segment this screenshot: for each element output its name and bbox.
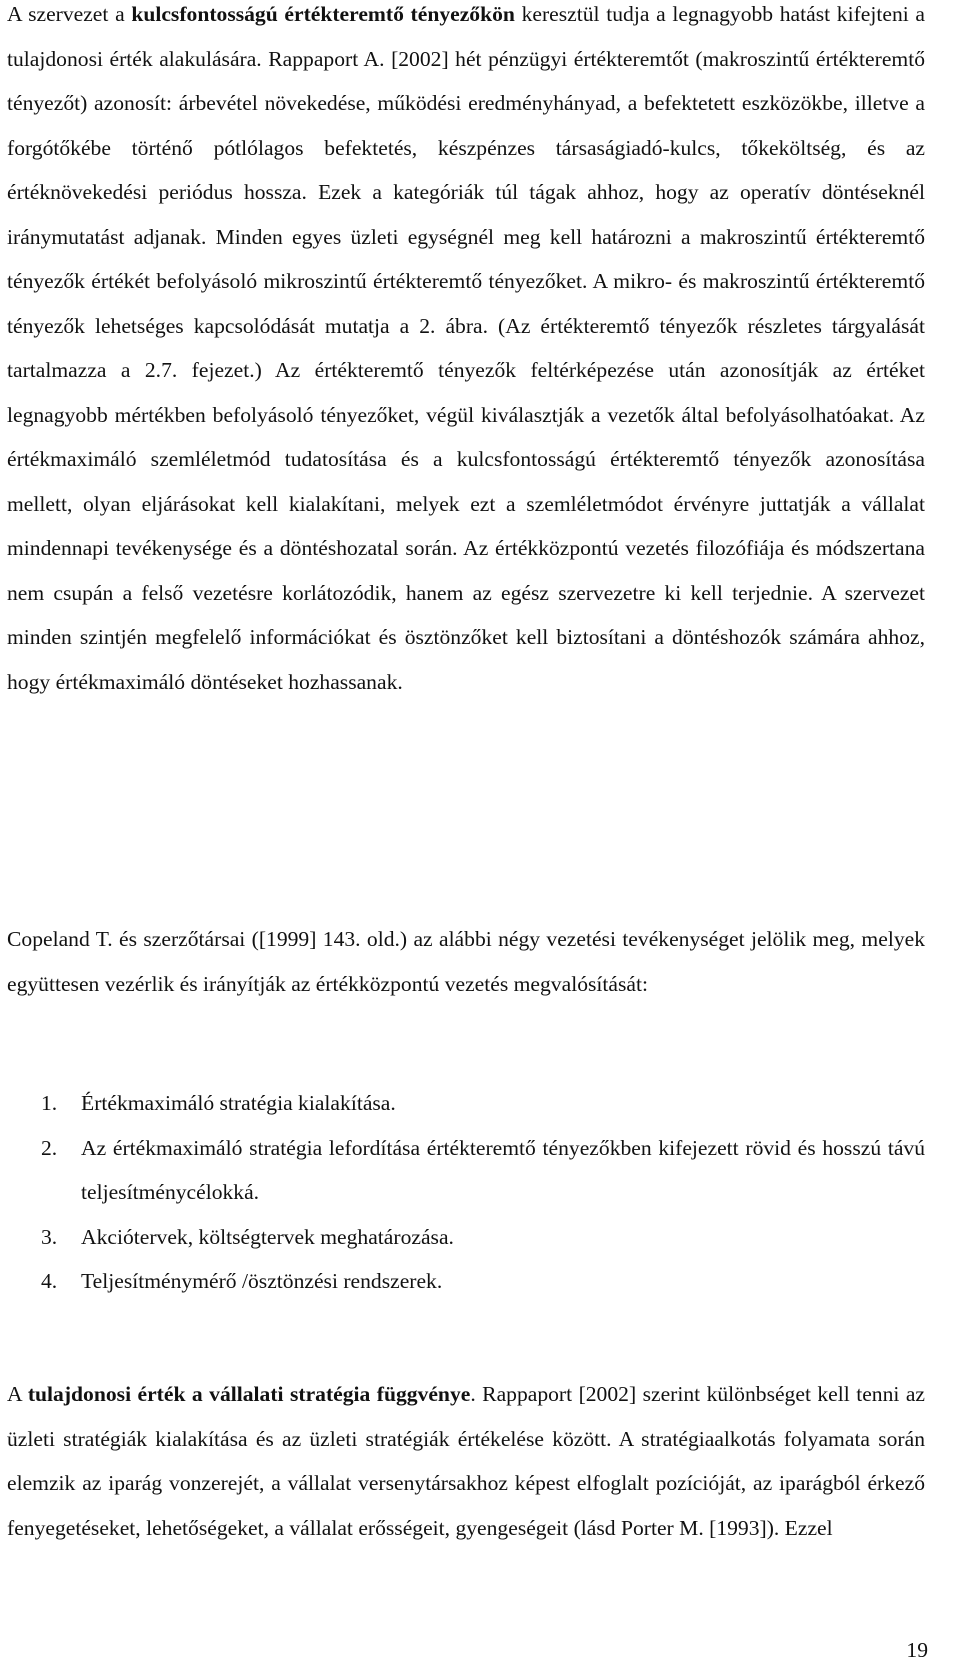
list-item-number: 4. bbox=[41, 1269, 58, 1293]
list-item-text: Akciótervek, költségtervek meghatározása. bbox=[81, 1224, 454, 1249]
paragraph-text: A szervezet a bbox=[7, 2, 132, 26]
list-item bbox=[7, 1081, 925, 1126]
list-item-number: 2. bbox=[41, 1135, 58, 1160]
page-number: 19 bbox=[906, 1638, 928, 1662]
list-item-text: Értékmaximáló stratégia kialakítása. bbox=[81, 1091, 396, 1115]
bold-phrase: kulcsfontosságú értékteremtő tényezőkön bbox=[131, 2, 515, 26]
management-activities-list bbox=[7, 1081, 925, 1304]
list-item-number: 3. bbox=[41, 1224, 58, 1249]
list-item bbox=[7, 1126, 925, 1215]
list-item-text: Az értékmaximáló stratégia lefordítása értékteremtő tényezőkben kifejezett rövid és hosszú távú teljesítménycélokká. bbox=[81, 1135, 925, 1204]
paragraph-text: . Rappaport [2002] szerint különbséget kell tenni az üzleti stratégiák kialakítása és az üzleti stratégiák értékelése között. A stratégiaalkotás folyamata során elemzik az iparág vonzerejét, a vállalat versenytársakhoz képest elfoglalt pozícióját, az iparágból érkező fenyegetéseket, lehetőségeket, a vállalat erősségeit, gyengeségeit (lásd Porter M. [1993]). Ezzel bbox=[7, 1382, 925, 1540]
paragraph-strategy bbox=[7, 1372, 925, 1550]
paragraph-copeland bbox=[7, 917, 925, 1006]
list-item bbox=[7, 1259, 925, 1304]
list-item-text: Teljesítménymérő /ösztönzési rendszerek. bbox=[81, 1269, 443, 1293]
paragraph-text: A bbox=[7, 1382, 28, 1406]
paragraph-text: Copeland T. és szerzőtársai ([1999] 143. old.) az alábbi négy vezetési tevékenységet jelölik meg, melyek együttesen vezérlik és irányítják az értékközpontú vezetés megvalósítását: bbox=[7, 927, 925, 996]
paragraph-text: keresztül tudja a legnagyobb hatást kifejteni a tulajdonosi érték alakulására. Rappaport A. [2002] hét pénzügyi értékteremtőt (makroszintű értékteremtő tényezőt) azonosít: árbevétel növekedése, működési eredményhányad, a befektetett eszközökbe, illetve a forgótőkébe történő pótlólagos befektetés, készpénzes társaságiadó-kulcs, tőkeköltség, és az értéknövekedési periódus hossza. Ezek a kategóriák túl tágak ahhoz, hogy az operatív döntéseknél iránymutatást adjanak. Minden egyes üzleti egységnél meg kell határozni a makroszintű értékteremtő tényezők értékét befolyásoló mikroszintű értékteremtő tényezőket. A mikro- és makroszintű értékteremtő tényezők lehetséges kapcsolódását mutatja a 2. ábra. (Az értékteremtő tényezők részletes tárgyalását tartalmazza a 2.7. fejezet.) Az értékteremtő tényezők feltérképezése után azonosítják az értéket legnagyobb mértékben befolyásoló tényezőket, végül kiválasztják a vezetők által befolyásolhatóakat. Az értékmaximáló szemléletmód tudatosítása és a kulcsfontosságú értékteremtő tényezők azonosítása mellett, olyan eljárásokat kell kialakítani, melyek ezt a szemléletmódot érvényre juttatják a vállalat mindennapi tevékenysége és a döntéshozatal során. Az értékközpontú vezetés filozófiája és módszertana nem csupán a felső vezetésre korlátozódik, hanem az egész szervezetre ki kell terjednie. A szervezet minden szintjén megfelelő információkat és ösztönzőket kell biztosítani a döntéshozók számára ahhoz, hogy értékmaximáló döntéseket hozhassanak. bbox=[7, 2, 926, 694]
list-item-number: 1. bbox=[41, 1091, 58, 1115]
bold-phrase: tulajdonosi érték a vállalati stratégia függvénye bbox=[27, 1382, 471, 1406]
paragraph-value-drivers bbox=[7, 0, 925, 704]
list-item bbox=[7, 1215, 925, 1260]
